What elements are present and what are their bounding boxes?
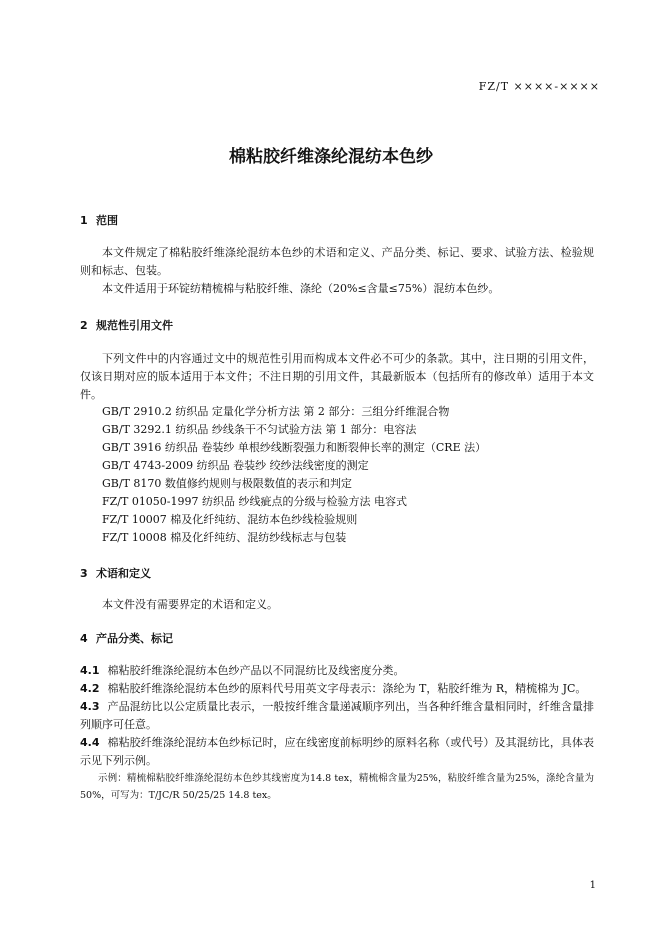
clause-4-2 bbox=[80, 680, 594, 698]
paragraph: 本文件没有需要界定的术语和定义。 bbox=[102, 598, 278, 611]
reference-item: GB/T 3292.1 纺织品 纱线条干不匀试验方法 第 1 部分：电容法 bbox=[102, 423, 417, 436]
section-number: 1 bbox=[80, 214, 88, 227]
reference-item: GB/T 8170 数值修约规则与极限数值的表示和判定 bbox=[102, 477, 352, 490]
section-title: 术语和定义 bbox=[96, 567, 151, 580]
clause-text: 产品混纺比以公定质量比表示，一般按纤维含量递减顺序列出，当各种纤维含量相同时，纤维含量排列顺序可任意。 bbox=[80, 700, 594, 731]
section-number: 3 bbox=[80, 567, 88, 580]
paragraph: 本文件规定了棉粘胶纤维涤纶混纺本色纱的术语和定义、产品分类、标记、要求、试验方法、检验规则和标志、包装。 bbox=[80, 246, 594, 277]
clause-number: 4.3 bbox=[80, 700, 100, 713]
reference-item: FZ/T 01050-1997 纺织品 纱线疵点的分级与检验方法 电容式 bbox=[102, 495, 408, 508]
section-number: 4 bbox=[80, 632, 88, 645]
reference-item: FZ/T 10007 棉及化纤纯纺、混纺本色纱线检验规则 bbox=[102, 513, 358, 526]
section-2-heading bbox=[80, 317, 173, 333]
reference-item: GB/T 2910.2 纺织品 定量化学分析方法 第 2 部分：三组分纤维混合物 bbox=[102, 405, 450, 418]
clause-number: 4.2 bbox=[80, 682, 100, 695]
clause-text: 棉粘胶纤维涤纶混纺本色纱标记时，应在线密度前标明纱的原料名称（或代号）及其混纺比，具体表示见下列示例。 bbox=[80, 736, 594, 767]
paragraph: 下列文件中的内容通过文中的规范性引用而构成本文件必不可少的条款。其中，注日期的引用文件，仅该日期对应的版本适用于本文件；不注日期的引用文件，其最新版本（包括所有的修改单）适用于本文件。 bbox=[80, 352, 594, 401]
standard-code: FZ/T ××××-×××× bbox=[478, 80, 600, 93]
page-number: 1 bbox=[589, 880, 596, 891]
clause-number: 4.1 bbox=[80, 664, 100, 677]
section-4-heading bbox=[80, 630, 173, 646]
reference-item: FZ/T 10008 棉及化纤纯纺、混纺纱线标志与包装 bbox=[102, 531, 347, 544]
document-title: 棉粘胶纤维涤纶混纺本色纱 bbox=[229, 147, 433, 167]
section-number: 2 bbox=[80, 319, 88, 332]
clause-text: 棉粘胶纤维涤纶混纺本色纱产品以不同混纺比及线密度分类。 bbox=[107, 664, 405, 677]
section-1-heading bbox=[80, 212, 118, 228]
example-note: 示例：精梳棉粘胶纤维涤纶混纺本色纱其线密度为14.8 tex，精梳棉含量为25%，粘胶纤维含量为25%，涤纶含量为50%，可写为：T/JC/R 50/25/25 14.8 tex。 bbox=[80, 773, 594, 801]
clause-4-3 bbox=[80, 698, 594, 734]
section-title: 范围 bbox=[96, 214, 118, 227]
clause-text: 棉粘胶纤维涤纶混纺本色纱的原料代号用英文字母表示：涤纶为 T，粘胶纤维为 R，精梳棉为 JC。 bbox=[107, 682, 587, 695]
section-title: 规范性引用文件 bbox=[96, 319, 173, 332]
reference-item: GB/T 4743-2009 纺织品 卷装纱 绞纱法线密度的测定 bbox=[102, 459, 369, 472]
clause-number: 4.4 bbox=[80, 736, 100, 749]
clause-4-4 bbox=[80, 734, 594, 770]
section-3-heading bbox=[80, 565, 151, 581]
paragraph: 本文件适用于环锭纺精梳棉与粘胶纤维、涤纶（20%≤含量≤75%）混纺本色纱。 bbox=[102, 282, 500, 295]
reference-item: GB/T 3916 纺织品 卷装纱 单根纱线断裂强力和断裂伸长率的测定（CRE 法） bbox=[102, 441, 487, 454]
section-title: 产品分类、标记 bbox=[96, 632, 173, 645]
clause-4-1 bbox=[80, 662, 594, 680]
